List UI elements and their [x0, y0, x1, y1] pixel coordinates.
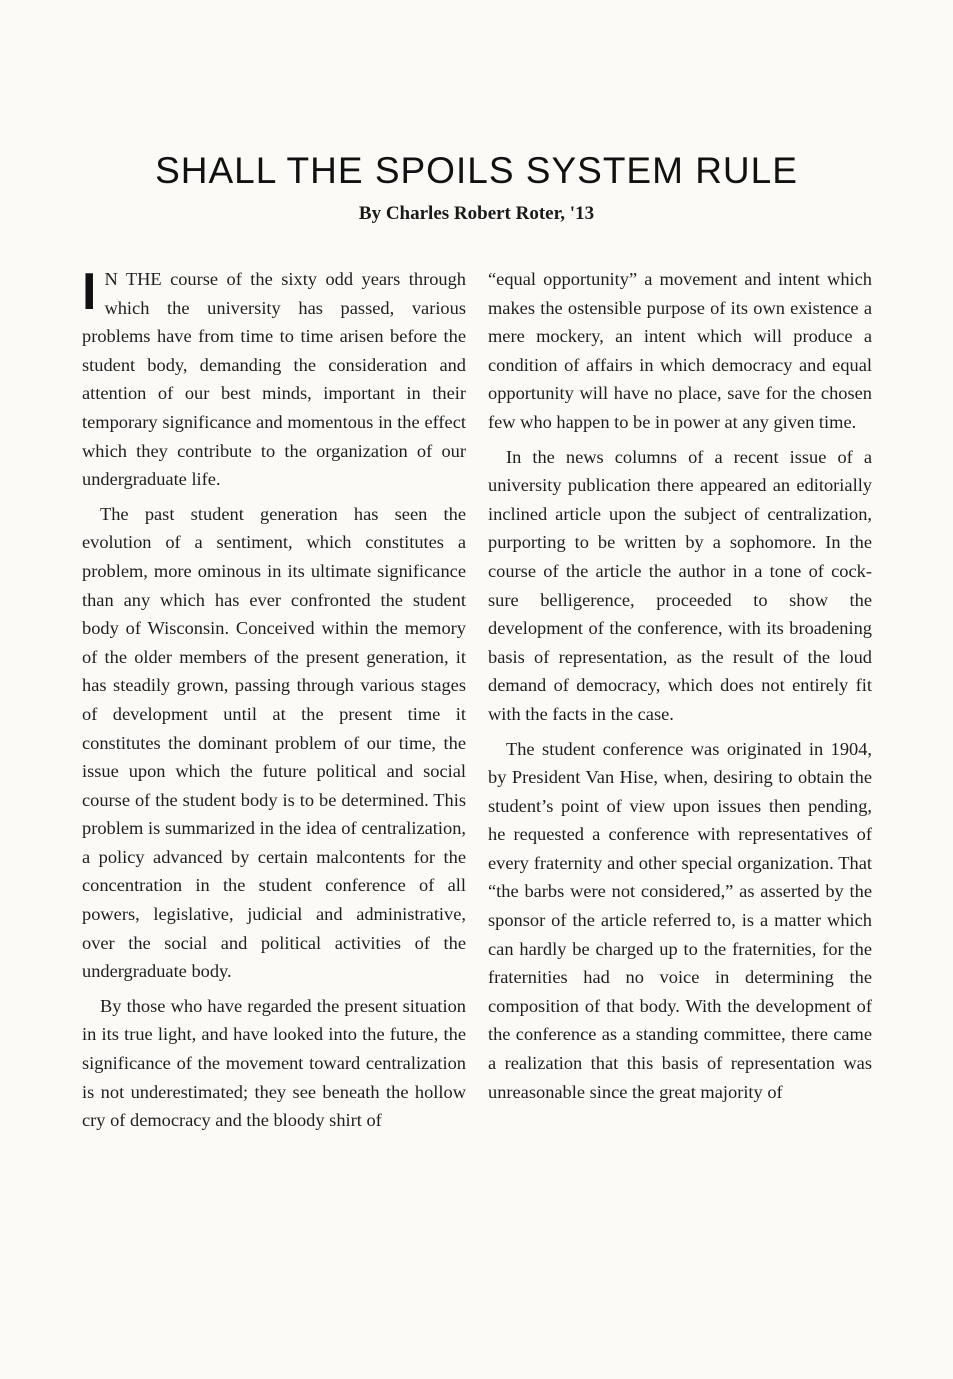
paragraph-text: N THE course of the sixty odd years through which the university has passed, various problems have from time to time arisen before the student body, demanding the consideration and attention of our best minds, important in their temporary significance and momentous in the effect which they contribute to the organization of our undergraduate life. — [82, 269, 466, 490]
article-title: SHALL THE SPOILS SYSTEM RULE — [155, 150, 798, 191]
right-column — [488, 265, 872, 1112]
paragraph — [82, 265, 466, 494]
paragraph: The past student generation has seen the evolution of a sentiment, which constitutes a problem, more ominous in its ultimate significance than any which has ever confronted the student body of Wisconsin. Conceived within the memory of the older members of the present generation, it has steadily grown, passing through various stages of development until at the present time it constitutes the dominant problem of our time, the issue upon which the future political and social course of the student body is to be determined. This problem is summarized in the idea of centralization, a policy advanced by certain malcontents for the concentration in the student conference of all powers, legislative, judicial and administrative, over the social and political activities of the undergraduate body. — [82, 503, 466, 982]
paragraph: The student conference was originated in 1904, by President Van Hise, when, desiring to obtain the student’s point of view upon issues then pending, he requested a conference with representatives of every fraternity and other special organization. That “the barbs were not considered,” as asserted by the sponsor of the article referred to, is a matter which can hardly be charged up to the fraternities, for the fraternities had no voice in determining the composition of that body. With the development of the conference as a standing committee, there came a realization that this basis of representation was unreasonable since the great majority of — [488, 738, 872, 1102]
paragraph: By those who have regarded the present situation in its true light, and have looked into the future, the significance of the movement toward centralization is not underestimated; they see beneath the hollow cry of democracy and the bloody shirt of — [82, 995, 466, 1131]
paragraph: In the news columns of a recent issue of a university publication there appeared an editorially inclined article upon the subject of centralization, purporting to be written by a sophomore. In the course of the article the author in a tone of cock-sure belligerence, proceeded to show the development of the conference, with its broadening basis of representation, as the result of the loud demand of democracy, which does not entirely fit with the facts in the case. — [488, 446, 872, 724]
paragraph: “equal opportunity” a movement and intent which makes the ostensible purpose of its own existence a mere mockery, an intent which will produce a condition of affairs in which democracy and equal opportunity will have no place, save for the chosen few who happen to be in power at any given time. — [488, 269, 872, 432]
article-byline: By Charles Robert Roter, '13 — [358, 203, 595, 224]
drop-cap: I — [82, 263, 97, 321]
left-column — [82, 265, 466, 1141]
